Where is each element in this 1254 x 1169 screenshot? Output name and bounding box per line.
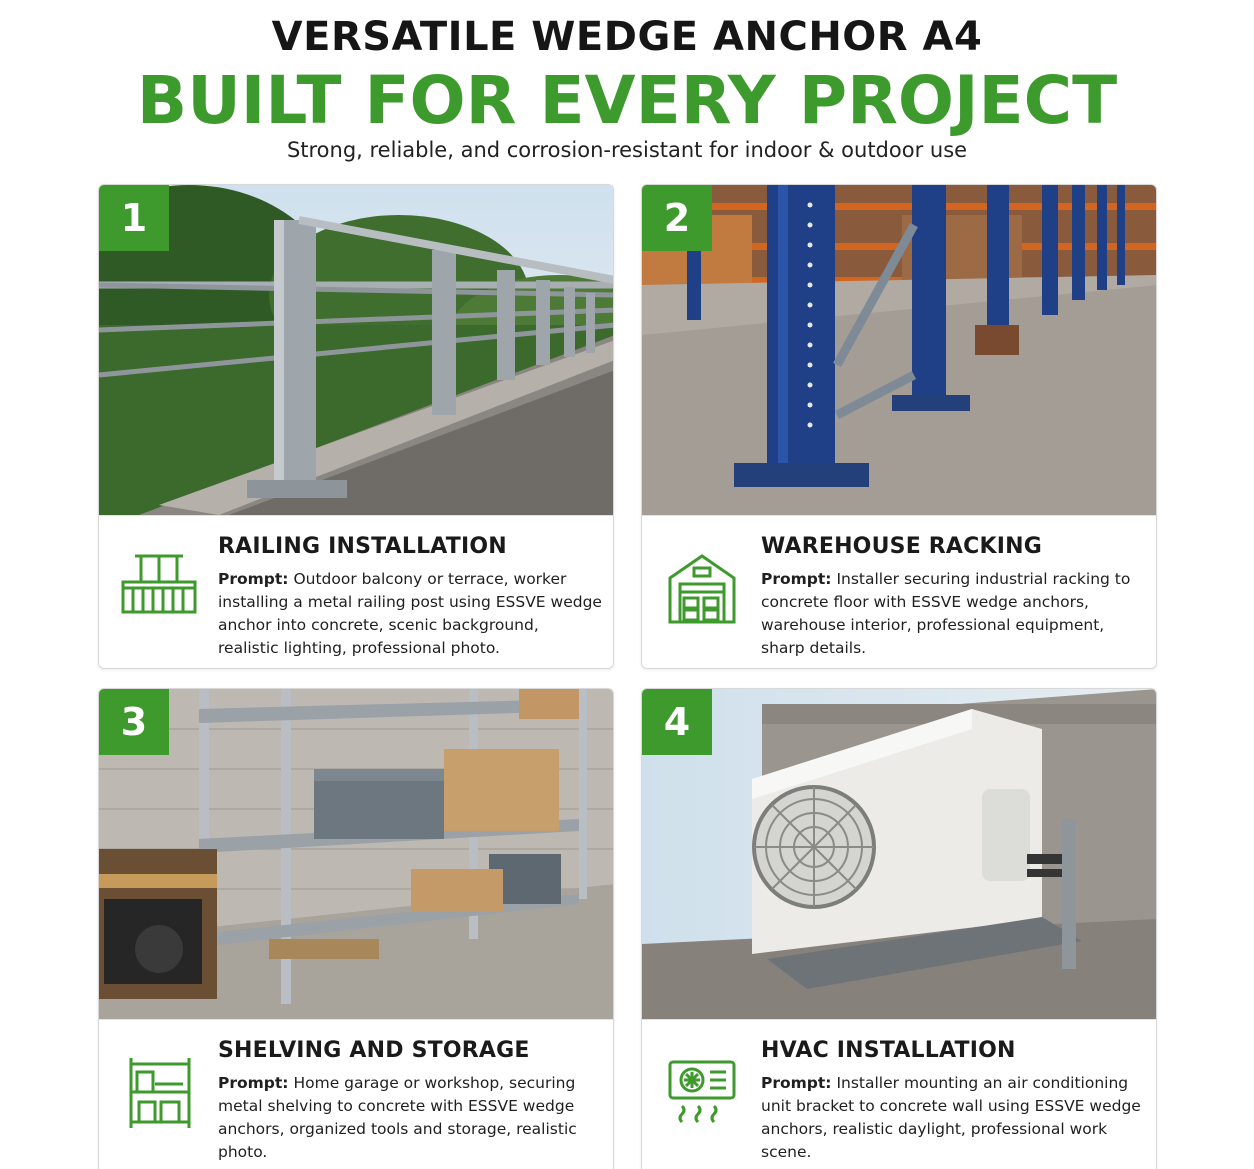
card-hvac [641,688,1157,1169]
railing-photo [99,185,614,515]
card-description [218,1072,603,1164]
railing-icon [119,550,199,626]
prompt-text: Home garage or workshop, securing metal shelving to concrete with ESSVE wedge anchors, organized tools and storage, realistic photo. [218,1074,577,1161]
card-description [218,568,603,660]
hvac-photo [642,689,1157,1019]
number-badge: 3 [99,689,169,755]
card-heading: HVAC INSTALLATION [761,1038,1016,1063]
card-heading: RAILING INSTALLATION [218,534,507,559]
prompt-label: Prompt: [218,570,289,588]
title-top: VERSATILE WEDGE ANCHOR A4 [271,14,983,60]
warehouse-photo [642,185,1157,515]
card-shelving [98,688,614,1169]
prompt-label: Prompt: [218,1074,289,1092]
number-badge: 2 [642,185,712,251]
number-badge: 1 [99,185,169,251]
card-description [761,568,1146,660]
prompt-text: Installer mounting an air conditioning unit bracket to concrete wall using ESSVE wedge anchors, realistic daylight, professional work scene. [761,1074,1141,1161]
card-description [761,1072,1146,1164]
warehouse-icon [662,550,742,626]
card-warehouse [641,184,1157,669]
prompt-label: Prompt: [761,1074,832,1092]
subtitle: Strong, reliable, and corrosion-resistant for indoor & outdoor use [286,138,968,162]
prompt-text: Installer securing industrial racking to concrete floor with ESSVE wedge anchors, warehouse interior, professional equipment, sharp details. [761,570,1131,657]
prompt-label: Prompt: [761,570,832,588]
card-heading: WAREHOUSE RACKING [761,534,1042,559]
hvac-icon [662,1054,742,1130]
prompt-text: Outdoor balcony or terrace, worker installing a metal railing post using ESSVE wedge anchor into concrete, scenic background, realistic lighting, professional photo. [218,570,602,657]
card-heading: SHELVING AND STORAGE [218,1038,530,1063]
card-railing [98,184,614,669]
shelving-icon [119,1054,199,1130]
title-main: BUILT FOR EVERY PROJECT [136,62,1118,139]
number-badge: 4 [642,689,712,755]
shelving-photo [99,689,614,1019]
